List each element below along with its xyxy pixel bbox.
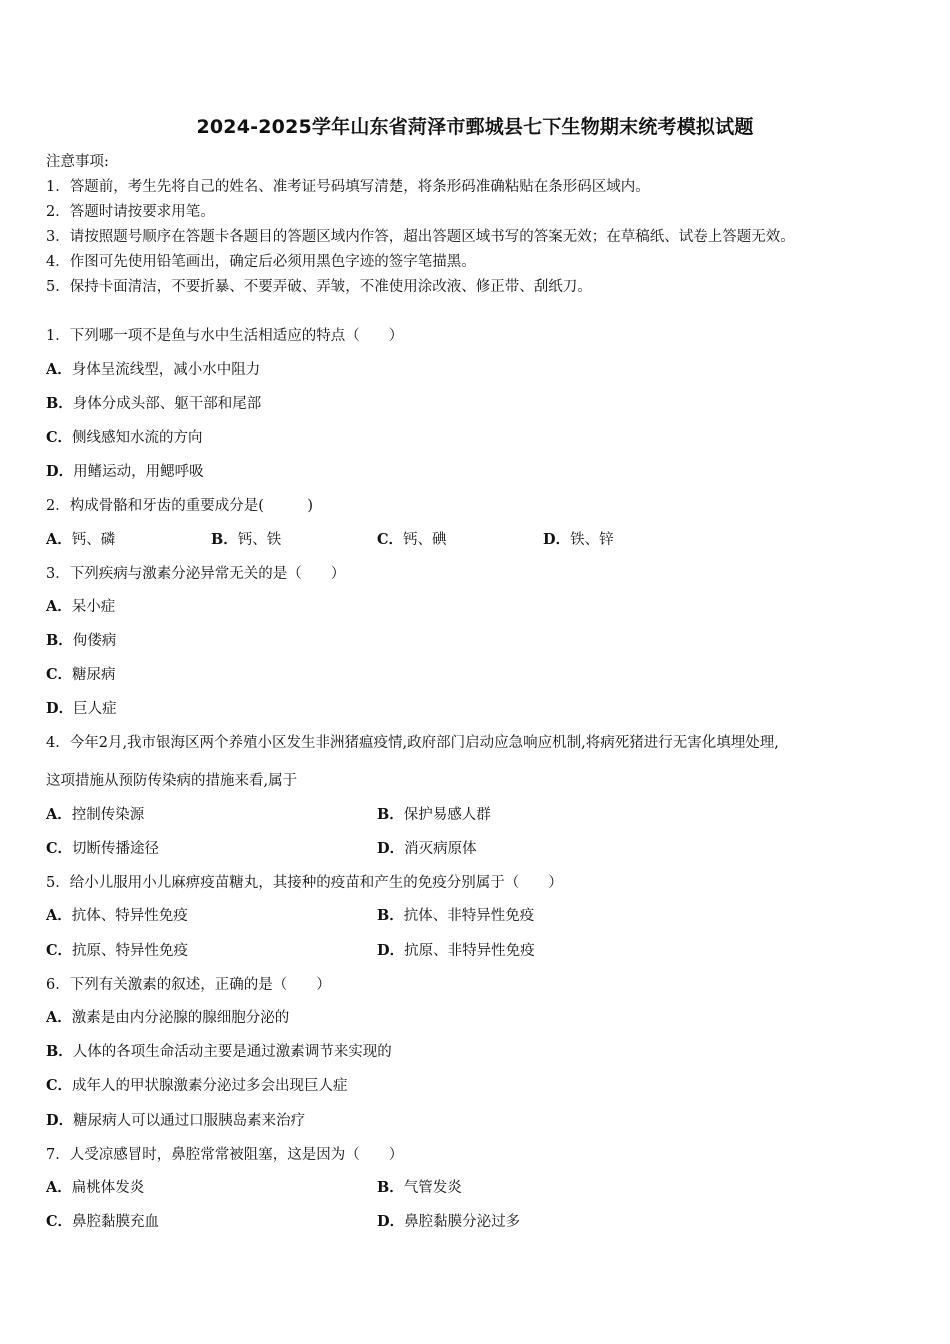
question-option: C．鼻腔黏膜充血 [46,1213,160,1230]
notice-item: 4．作图可先使用铅笔画出，确定后必须用黑色字迹的签字笔描黑。 [46,254,476,270]
question-stem: 2．构成骨骼和牙齿的重要成分是( ) [46,498,314,514]
question-option: A．抗体、特异性免疫 [46,907,188,924]
question-option: B．身体分成头部、躯干部和尾部 [46,395,262,412]
question-option: C．钙、碘 [377,531,447,548]
question-option: B．抗体、非特异性免疫 [377,907,535,924]
question-option: D．用鳍运动，用鳃呼吸 [46,463,204,480]
question-option: D．抗原、非特异性免疫 [377,942,535,959]
question-stem: 5．给小儿服用小儿麻痹疫苗糖丸，其接种的疫苗和产生的免疫分别属于（ ） [46,875,563,891]
question-option: C．成年人的甲状腺激素分泌过多会出现巨人症 [46,1077,348,1094]
notice-item: 3．请按照题号顺序在答题卡各题目的答题区域内作答，超出答题区域书写的答案无效；在草稿纸、试卷上答题无效。 [46,229,795,245]
question-option: B．气管发炎 [377,1179,462,1196]
notice-heading: 注意事项: [46,154,109,170]
question-option: B．钙、铁 [211,531,282,548]
question-option: C．抗原、特异性免疫 [46,942,189,959]
notice-item: 1．答题前，考生先将自己的姓名、准考证号码填写清楚，将条形码准确粘贴在条形码区域内。 [46,179,650,195]
question-stem: 6．下列有关激素的叙述，正确的是（ ） [46,977,331,993]
question-stem: 1．下列哪一项不是鱼与水中生活相适应的特点（ ） [46,328,404,344]
question-option: D．糖尿病人可以通过口服胰岛素来治疗 [46,1112,306,1129]
question-option: D．巨人症 [46,700,117,717]
question-option: B．人体的各项生命活动主要是通过激素调节来实现的 [46,1043,392,1060]
notice-item: 2．答题时请按要求用笔。 [46,204,215,220]
question-option: B．佝偻病 [46,632,117,649]
question-option: A．呆小症 [46,598,116,615]
question-option: D．鼻腔黏膜分泌过多 [377,1213,521,1230]
question-option: A．控制传染源 [46,806,145,823]
question-option: A．扁桃体发炎 [46,1179,145,1196]
question-option: C．切断传播途径 [46,840,160,857]
question-stem-continued: 这项措施从预防传染病的措施来看,属于 [46,773,298,789]
question-stem: 4．今年2月,我市银海区两个养殖小区发生非洲猪瘟疫情,政府部门启动应急响应机制,将病死猪进行无害化填埋处理, [46,735,779,751]
question-option: C．侧线感知水流的方向 [46,429,203,446]
question-option: B．保护易感人群 [377,806,491,823]
notice-item: 5．保持卡面清洁，不要折暴、不要弄破、弄皱，不准使用涂改液、修正带、刮纸刀。 [46,279,592,295]
page-title: 2024-2025学年山东省菏泽市鄄城县七下生物期末统考模拟试题 [196,116,754,138]
question-option: A．身体呈流线型，减小水中阻力 [46,361,261,378]
question-option: C．糖尿病 [46,666,116,683]
question-stem: 7．人受凉感冒时，鼻腔常常被阻塞，这是因为（ ） [46,1147,404,1163]
question-stem: 3．下列疾病与激素分泌异常无关的是（ ） [46,566,346,582]
question-option: A．激素是由内分泌腺的腺细胞分泌的 [46,1009,290,1026]
question-option: A．钙、磷 [46,531,116,548]
question-option: D．消灭病原体 [377,840,477,857]
question-option: D．铁、锌 [543,531,614,548]
